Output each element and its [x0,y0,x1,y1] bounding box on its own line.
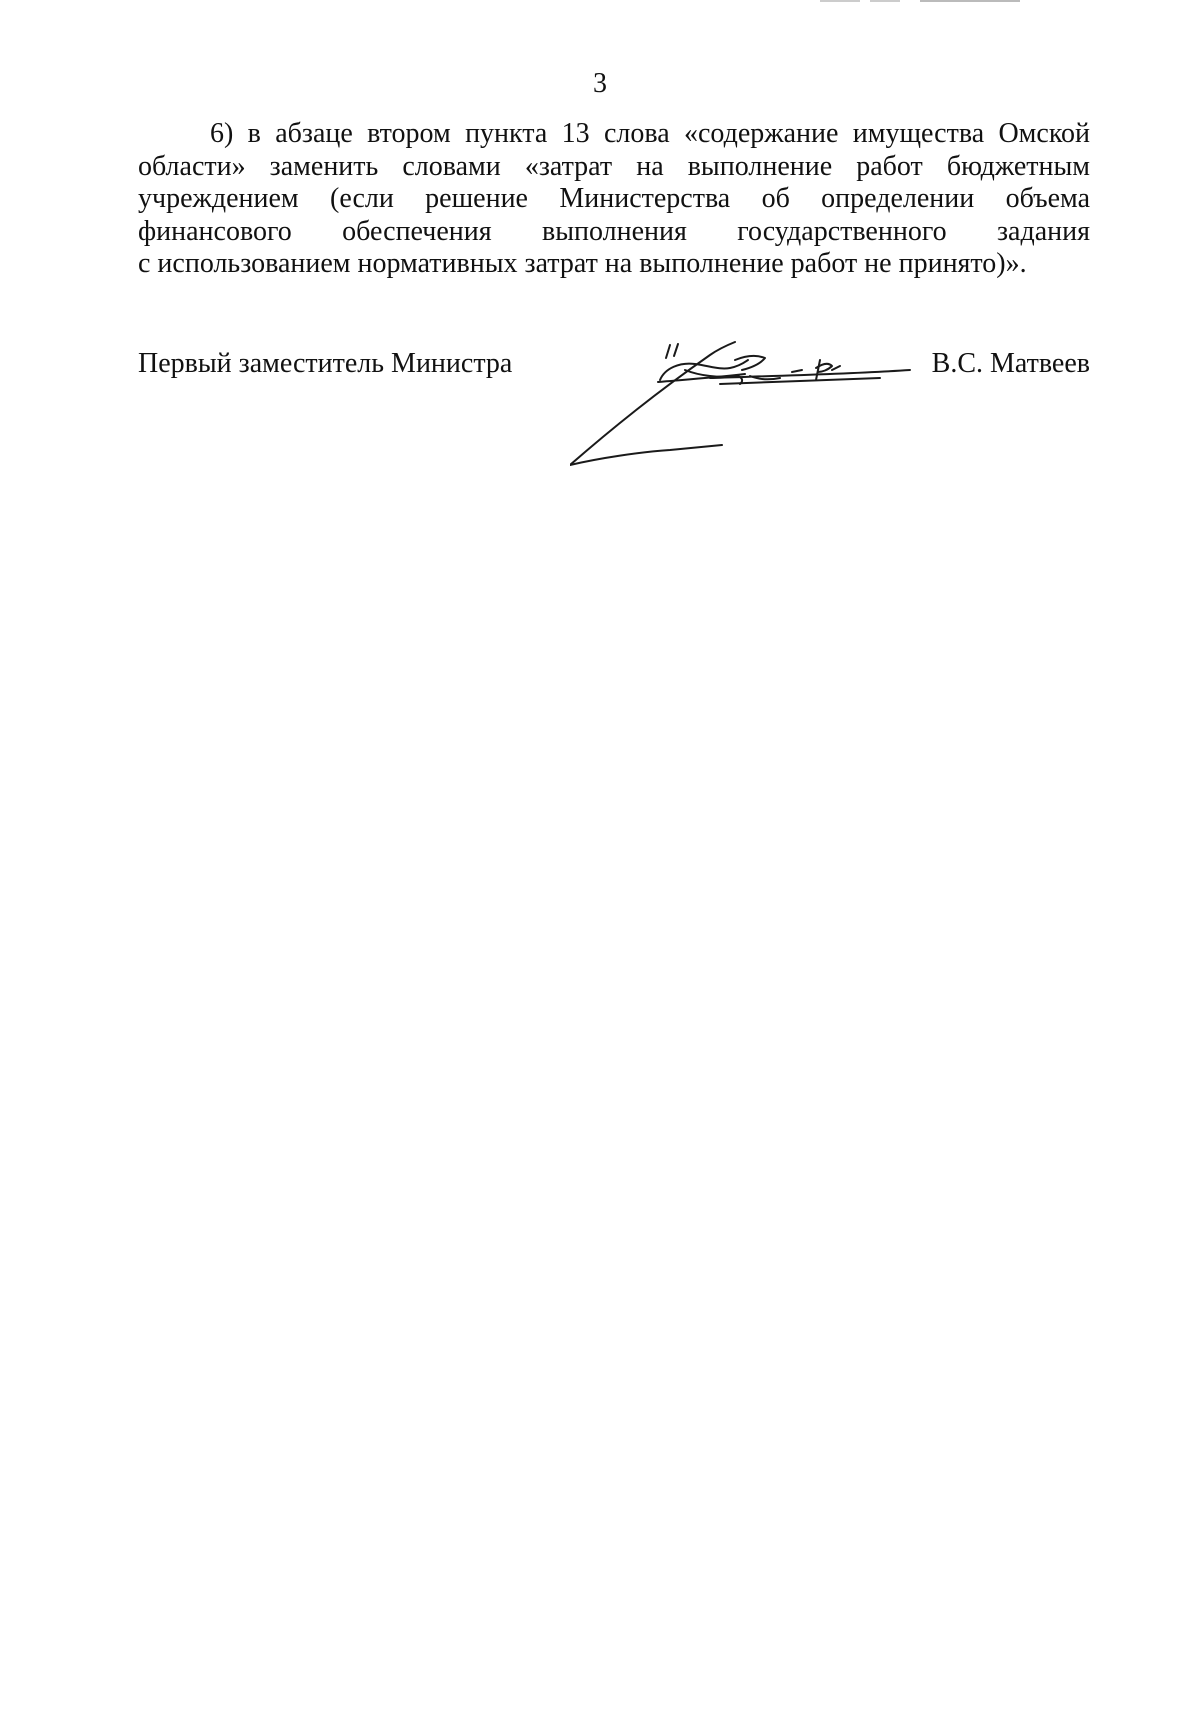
scan-edge-marks [820,0,1020,4]
page-number: 3 [593,68,607,99]
paragraph-line: области» заменить словами «затрат на выполнение работ бюджетным [138,150,1090,182]
signer-title: Первый заместитель Министра [138,348,513,379]
handwritten-signature [570,340,970,470]
amendment-paragraph [138,118,1090,281]
signer-name: В.С. Матвеев [931,348,1090,379]
paragraph-line: финансового обеспечения выполнения государственного задания [138,215,1090,247]
paragraph-line: с использованием нормативных затрат на выполнение работ не принято)». [138,248,1027,279]
paragraph-line: 6) в абзаце втором пункта 13 слова «содержание имущества Омской [210,118,1090,149]
paragraph-line: учреждением (если решение Министерства об определении объема [138,183,1090,214]
